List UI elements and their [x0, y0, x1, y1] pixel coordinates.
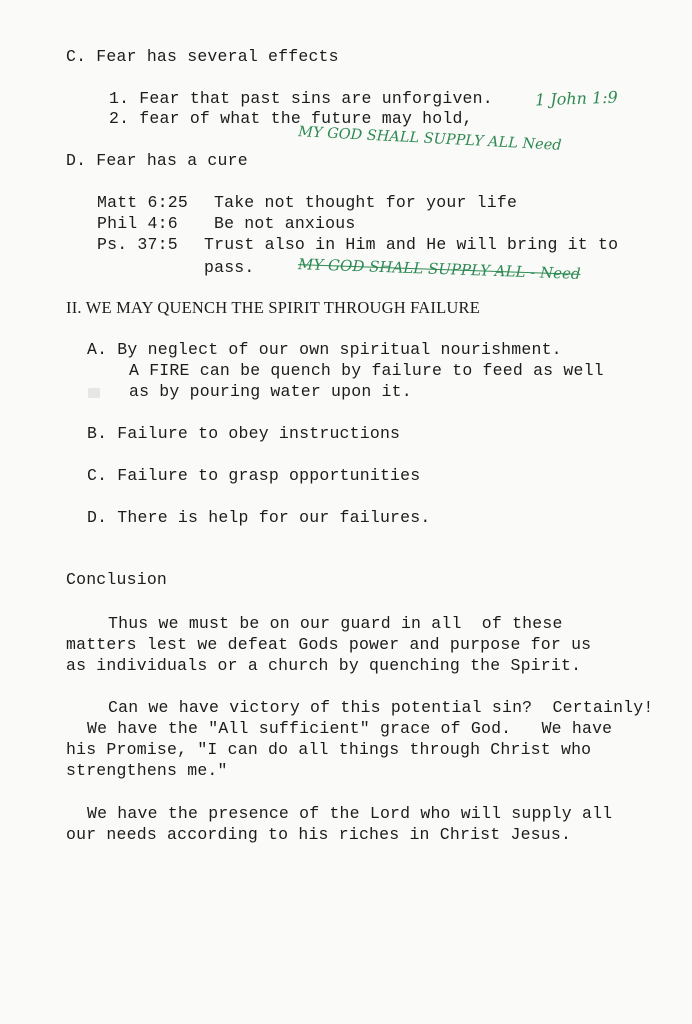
- conclusion-p1-line2: matters lest we defeat Gods power and purpose for us: [66, 635, 592, 654]
- ref-matt-text: Take not thought for your life: [214, 193, 518, 212]
- section-d-heading: D. Fear has a cure: [66, 151, 248, 170]
- section-ii-a-line1: A. By neglect of our own spiritual nourishment.: [87, 340, 562, 359]
- section-ii-a-line3: as by pouring water upon it.: [129, 382, 412, 401]
- handwritten-john-ref: 1 John 1:9: [534, 87, 619, 110]
- handwritten-supply-note-2: MY GOD SHALL SUPPLY ALL - Need: [297, 255, 581, 283]
- paper-smudge: [88, 388, 100, 398]
- section-c-item-1: 1. Fear that past sins are unforgiven.: [109, 89, 493, 108]
- section-ii-d: D. There is help for our failures.: [87, 508, 431, 527]
- ref-phil-text: Be not anxious: [214, 214, 356, 233]
- conclusion-p1-line3: as individuals or a church by quenching the Spirit.: [66, 656, 582, 675]
- conclusion-p1-line1: Thus we must be on our guard in all of these: [108, 614, 563, 633]
- conclusion-p2-line3: his Promise, "I can do all things through Christ who: [66, 740, 592, 759]
- handwritten-supply-note: MY GOD SHALL SUPPLY ALL Need: [297, 124, 562, 154]
- conclusion-p2-line1: Can we have victory of this potential sin? Certainly!: [108, 698, 654, 717]
- section-ii-b: B. Failure to obey instructions: [87, 424, 401, 443]
- ref-matt: Matt 6:25: [97, 193, 188, 212]
- ref-ps-continuation: pass.: [204, 258, 255, 277]
- conclusion-p3-line1: We have the presence of the Lord who will supply all: [87, 804, 613, 823]
- ref-ps: Ps. 37:5: [97, 235, 178, 254]
- section-ii-c: C. Failure to grasp opportunities: [87, 466, 421, 485]
- section-ii-a-line2: A FIRE can be quench by failure to feed as well: [129, 361, 604, 380]
- ref-ps-text: Trust also in Him and He will bring it to: [204, 235, 619, 254]
- conclusion-heading: Conclusion: [66, 570, 168, 589]
- conclusion-p3-line2: our needs according to his riches in Christ Jesus.: [66, 825, 572, 844]
- ref-phil: Phil 4:6: [97, 214, 178, 233]
- section-ii-heading: II. WE MAY QUENCH THE SPIRIT THROUGH FAILURE: [66, 298, 480, 317]
- conclusion-p2-line2: We have the "All sufficient" grace of God. We have: [87, 719, 613, 738]
- section-c-item-2: 2. fear of what the future may hold,: [109, 109, 473, 128]
- section-c-heading: C. Fear has several effects: [66, 47, 339, 66]
- conclusion-p2-line4: strengthens me.": [66, 761, 228, 780]
